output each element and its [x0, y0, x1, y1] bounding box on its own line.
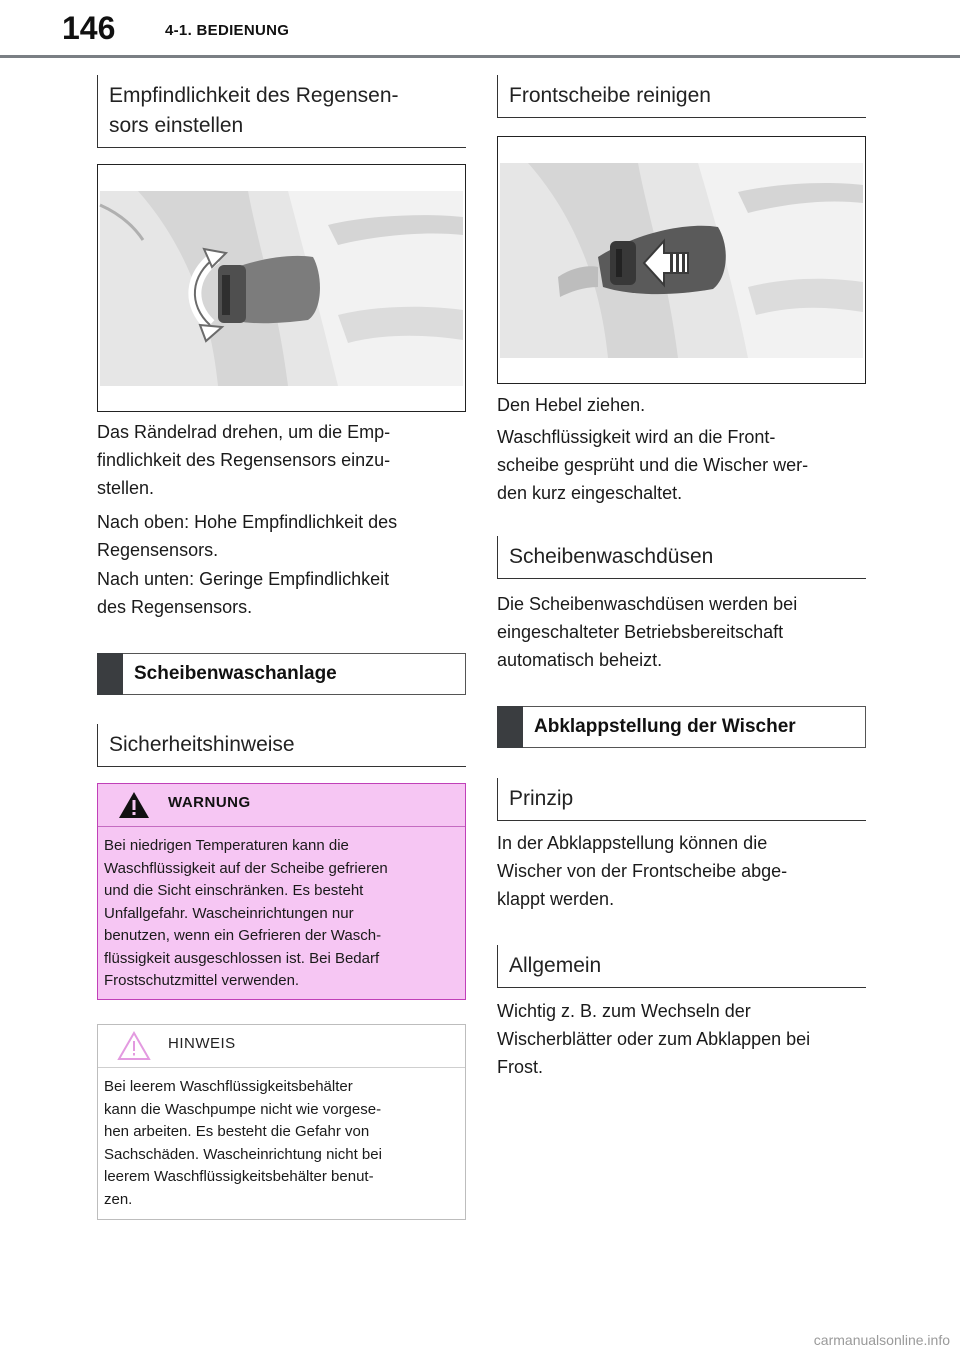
rain-paragraph-3: Nach unten: Geringe Empfindlichkeit des Regensensors.	[97, 569, 390, 617]
page-number: 146	[62, 10, 116, 46]
rain-sensor-heading: Empfindlichkeit des Regensen- sors einstellen	[97, 75, 466, 148]
general-heading: Allgemein	[497, 945, 866, 988]
footer-watermark: carmanualsonline.info	[813, 1332, 950, 1348]
warning-text: Bei niedrigen Temperaturen kann die Waschflüssigkeit auf der Scheibe gefrieren und die Sicht einschränken. Es besteht Unfallgefahr. Wascheinrichtungen nur benutzen, wenn ein Gefrieren der Wasch- flüssigkeit ausgeschlossen ist. Bei Bedarf Frostschutzmittel verwenden.	[104, 837, 388, 989]
rain-paragraph-2: Nach oben: Hohe Empfindlichkeit des Regensensors.	[97, 512, 398, 560]
clean-paragraph-1: Den Hebel ziehen.	[497, 395, 646, 415]
general-paragraph: Wichtig z. B. zum Wechseln der Wischerblätter oder zum Abklappen bei Frost.	[497, 1001, 811, 1077]
thumbwheel-illustration	[97, 164, 466, 412]
principle-paragraph: In der Abklappstellung können die Wischer von der Frontscheibe abge- klappt werden.	[497, 833, 788, 909]
principle-heading: Prinzip	[497, 778, 866, 821]
fold-position-section-heading: Abklappstellung der Wischer	[497, 706, 866, 748]
rain-paragraph-1: Das Rändelrad drehen, um die Emp- findlichkeit des Regensensors einzu- stellen.	[97, 422, 391, 498]
notice-box	[97, 1024, 466, 1220]
warning-box	[97, 783, 466, 1000]
lever-illustration	[497, 136, 866, 384]
nozzles-paragraph: Die Scheibenwaschdüsen werden bei eingeschalteter Betriebsbereitschaft automatisch beheizt.	[497, 594, 798, 670]
chapter-title: 4-1. BEDIENUNG	[165, 22, 290, 39]
clean-paragraph-2: Waschflüssigkeit wird an die Front- scheibe gesprüht und die Wischer wer- den kurz eingeschaltet.	[497, 427, 809, 503]
notice-title: HINWEIS	[168, 1035, 236, 1052]
safety-heading: Sicherheitshinweise	[97, 724, 466, 767]
notice-text: Bei leerem Waschflüssigkeitsbehälter kann die Waschpumpe nicht wie vorgese- hen arbeiten. Es besteht die Gefahr von Sachschäden. Wascheinrichtung nicht bei leerem Waschflüssigkeitsbehälter benut- zen.	[104, 1078, 382, 1208]
clean-windshield-heading: Frontscheibe reinigen	[497, 75, 866, 118]
notice-header	[98, 1025, 465, 1068]
warning-title: WARNUNG	[168, 794, 251, 811]
header-rule	[0, 55, 960, 58]
warning-header	[98, 784, 465, 827]
warning-triangle-icon	[117, 790, 151, 820]
washer-section-heading: Scheibenwaschanlage	[97, 653, 466, 695]
nozzles-heading: Scheibenwaschdüsen	[497, 536, 866, 579]
notice-triangle-icon	[117, 1031, 151, 1061]
